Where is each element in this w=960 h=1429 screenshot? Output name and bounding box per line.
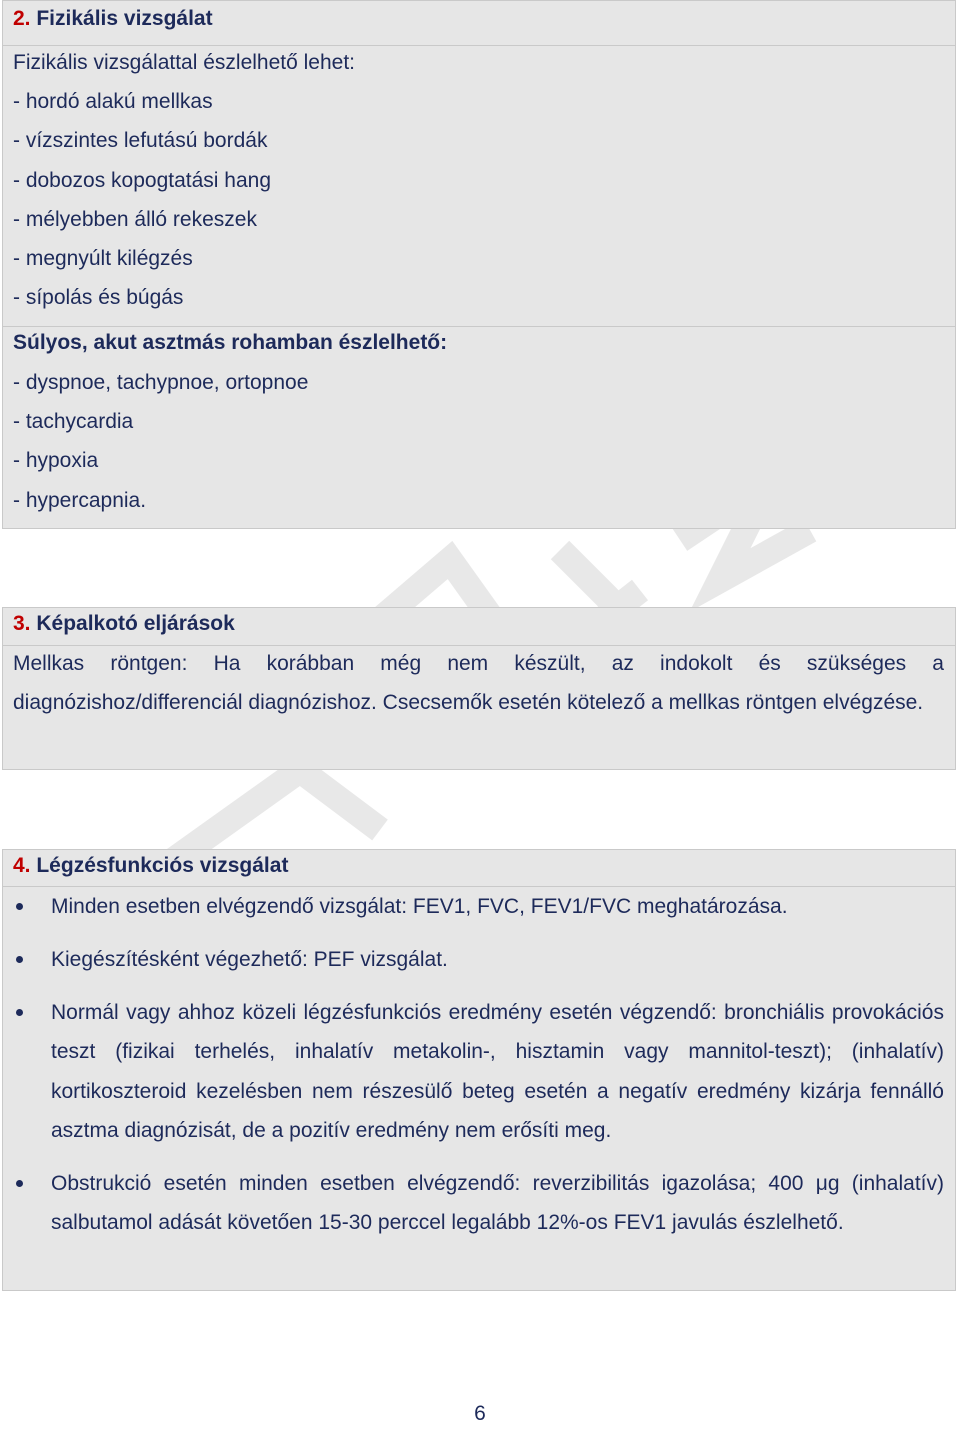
bullet-icon: [16, 956, 23, 963]
list-item: - vízszintes lefutású bordák: [13, 129, 268, 152]
section-4-title: Légzésfunkciós vizsgálat: [36, 854, 289, 877]
list-item: - megnyúlt kilégzés: [13, 247, 193, 270]
list-item: Obstrukció esetén minden esetben elvégzendő: reverzibilitás igazolása; 400 μg (inhalatív) salbutamol adását követően 15-30 perccel legalább 12%-os FEV1 javulás észlelhető.: [51, 1172, 944, 1235]
section-2-number: 2.: [13, 7, 31, 30]
section-2-title: Fizikális vizsgálat: [36, 7, 213, 30]
section-3-number: 3.: [13, 612, 31, 635]
list-item: - hypoxia: [13, 449, 99, 472]
list-item: - sípolás és búgás: [13, 286, 184, 309]
list-item: Minden esetben elvégzendő vizsgálat: FEV1, FVC, FEV1/FVC meghatározása.: [51, 895, 788, 918]
list-item: - hordó alakú mellkas: [13, 90, 213, 113]
section-4-heading: [13, 854, 288, 878]
page-number: 6: [474, 1402, 486, 1425]
list-item: - hypercapnia.: [13, 489, 147, 512]
section-3-title: Képalkotó eljárások: [36, 612, 235, 635]
list-item: - mélyebben álló rekeszek: [13, 208, 257, 231]
bullet-icon: [16, 1009, 23, 1016]
list-item: - dyspnoe, tachypnoe, ortopnoe: [13, 371, 309, 394]
list-item: - tachycardia: [13, 410, 134, 433]
list-item: - dobozos kopogtatási hang: [13, 169, 272, 192]
bullet-icon: [16, 903, 23, 910]
section-3-text: Mellkas röntgen: Ha korábban még nem készült, az indokolt és szükséges a diagnózishoz/differenciál diagnózishoz. Csecsemők esetén kötelező a mellkas röntgen elvégzése.: [13, 652, 944, 715]
section-2-heading: [13, 7, 213, 31]
severe-attack-heading: Súlyos, akut asztmás rohamban észlelhető:: [13, 331, 448, 354]
list-item: Kiegészítésként végezhető: PEF vizsgálat.: [51, 948, 448, 971]
list-item: Normál vagy ahhoz közeli légzésfunkciós eredmény esetén végzendő: bronchiális provokációs teszt (fizikai terhelés, inhalatív metakolin-, hisztamin vagy mannitol-teszt); (inhalatív) kortikoszteroid kezelésben nem részesülő beteg esetén a negatív eredmény kizárja fennálló asztma diagnózisát, de a pozitív eredmény nem erősíti meg.: [51, 1001, 944, 1142]
section-3-heading: [13, 612, 235, 636]
bullet-icon: [16, 1180, 23, 1187]
section-2-intro: Fizikális vizsgálattal észlelhető lehet:: [13, 51, 355, 74]
section-4-number: 4.: [13, 854, 31, 877]
